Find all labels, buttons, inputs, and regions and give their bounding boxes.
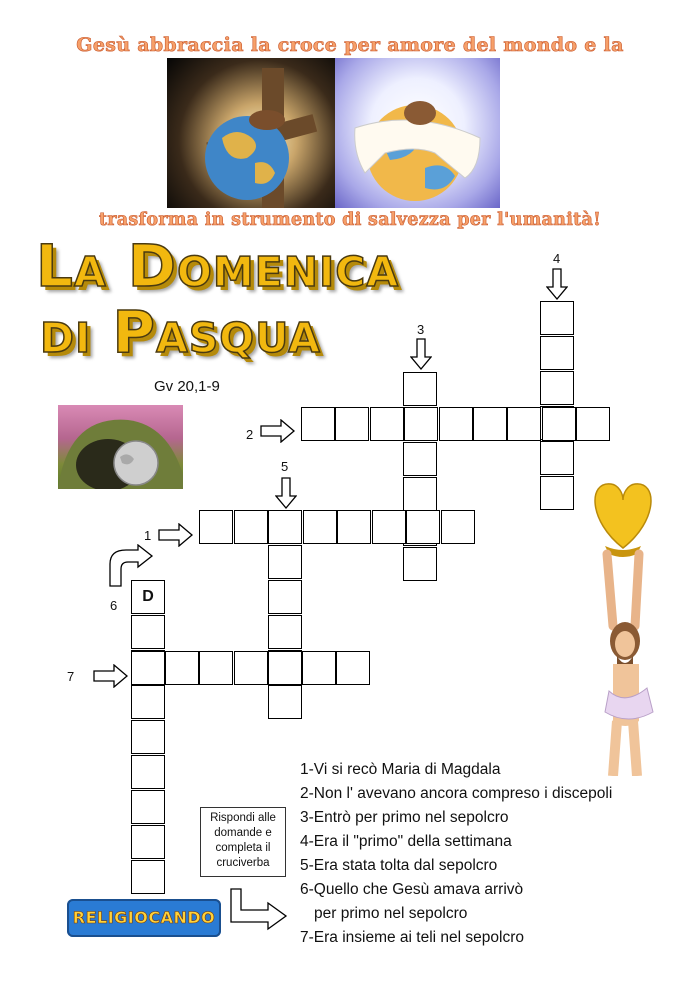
cell-word3-4[interactable] bbox=[403, 477, 437, 511]
clues-list bbox=[300, 758, 612, 950]
clue-number-6: 6 bbox=[110, 598, 118, 613]
cell-word1-1[interactable] bbox=[199, 510, 233, 544]
cell-word1-7[interactable] bbox=[406, 510, 440, 544]
cell-word1-4[interactable] bbox=[303, 510, 337, 544]
globe-hug-icon bbox=[335, 58, 500, 208]
clue-number-4: 4 bbox=[553, 251, 561, 266]
cell-word7-1[interactable] bbox=[131, 651, 165, 685]
cell-word7-4[interactable] bbox=[234, 651, 268, 685]
cell-word2-3[interactable] bbox=[370, 407, 404, 441]
cell-word6-8[interactable] bbox=[131, 825, 165, 859]
instruction-line-1: Rispondi alle bbox=[210, 812, 276, 824]
arrow-down-5-icon bbox=[275, 477, 297, 509]
empty-tomb-image bbox=[58, 405, 183, 489]
cell-word4-1[interactable] bbox=[540, 301, 574, 335]
cell-word2-6[interactable] bbox=[473, 407, 507, 441]
tomb-icon bbox=[58, 405, 183, 489]
cell-word7-3[interactable] bbox=[199, 651, 233, 685]
clue-7: 7-Era insieme ai teli nel sepolcro bbox=[300, 929, 524, 946]
cell-word5-2[interactable] bbox=[268, 545, 302, 579]
clue-6-continued: per primo nel sepolcro bbox=[314, 905, 468, 922]
cell-word7-6[interactable] bbox=[302, 651, 336, 685]
arrow-right-7-icon bbox=[93, 664, 129, 688]
globe-cross-icon bbox=[167, 58, 335, 208]
cell-word2-2[interactable] bbox=[335, 407, 369, 441]
clue-2: 2-Non l' avevano ancora compreso i discepoli bbox=[300, 785, 613, 802]
cell-word1-2[interactable] bbox=[234, 510, 268, 544]
banner-top: Gesù abbraccia la croce per amore del mondo e la bbox=[76, 34, 624, 56]
arrow-right-2-icon bbox=[260, 419, 296, 443]
cell-word5-4[interactable] bbox=[268, 615, 302, 649]
instruction-box bbox=[200, 807, 286, 877]
jesus-cross-globe-image bbox=[167, 58, 335, 208]
cell-word1-6[interactable] bbox=[372, 510, 406, 544]
cell-word4-3[interactable] bbox=[540, 371, 574, 405]
cell-word7-5[interactable] bbox=[268, 651, 302, 685]
jesus-hug-globe-image bbox=[335, 58, 500, 208]
bent-arrow-icon bbox=[228, 888, 290, 932]
instruction-line-3: completa il bbox=[215, 842, 271, 854]
cell-word2-5[interactable] bbox=[439, 407, 473, 441]
clue-4: 4-Era il "primo" della settimana bbox=[300, 833, 512, 850]
instruction-line-2: domande e bbox=[214, 827, 272, 839]
arrow-down-3-icon bbox=[410, 338, 432, 370]
cell-word1-8[interactable] bbox=[441, 510, 475, 544]
jesus-heart-image bbox=[583, 476, 663, 776]
cell-word6-9[interactable] bbox=[131, 860, 165, 894]
cell-word4-6[interactable] bbox=[540, 476, 574, 510]
cell-word2-1[interactable] bbox=[301, 407, 335, 441]
clue-number-2: 2 bbox=[246, 427, 254, 442]
cell-word6-2[interactable] bbox=[131, 615, 165, 649]
clue-1: 1-Vi si recò Maria di Magdala bbox=[300, 761, 501, 778]
cell-word1-5[interactable] bbox=[337, 510, 371, 544]
cell-word2-9[interactable] bbox=[576, 407, 610, 441]
arrow-right-1-icon bbox=[158, 523, 194, 547]
cell-word5-3[interactable] bbox=[268, 580, 302, 614]
cell-word3-1[interactable] bbox=[403, 372, 437, 406]
cell-word6-6[interactable] bbox=[131, 755, 165, 789]
banner-bottom: trasforma in strumento di salvezza per l'umanità! bbox=[98, 210, 602, 230]
clue-number-1: 1 bbox=[144, 528, 152, 543]
cell-word7-7[interactable] bbox=[336, 651, 370, 685]
clue-5: 5-Era stata tolta dal sepolcro bbox=[300, 857, 498, 874]
clue-number-7: 7 bbox=[67, 669, 75, 684]
clue-3: 3-Entrò per primo nel sepolcro bbox=[300, 809, 509, 826]
religiocando-logo bbox=[67, 899, 221, 937]
clue-6: 6-Quello che Gesù amava arrivò bbox=[300, 881, 524, 898]
cell-word5-6[interactable] bbox=[268, 685, 302, 719]
cell-word5-1[interactable] bbox=[268, 510, 302, 544]
cell-word6-1-prefilled[interactable]: D bbox=[131, 580, 165, 614]
clue-number-5: 5 bbox=[281, 459, 289, 474]
jesus-holding-heart-icon bbox=[583, 476, 663, 776]
cell-word2-4[interactable] bbox=[404, 407, 438, 441]
cell-word6-7[interactable] bbox=[131, 790, 165, 824]
cell-word7-2[interactable] bbox=[165, 651, 199, 685]
cell-word3-6[interactable] bbox=[403, 547, 437, 581]
arrow-down-4-icon bbox=[546, 268, 568, 300]
cell-word6-5[interactable] bbox=[131, 720, 165, 754]
cell-word3-3[interactable] bbox=[403, 442, 437, 476]
logo-text: RELIGIOCANDO bbox=[72, 908, 216, 927]
cell-word2-7[interactable] bbox=[507, 407, 541, 441]
title-line-1: La Domenica bbox=[36, 232, 400, 300]
clue-number-3: 3 bbox=[417, 322, 425, 337]
cell-word4-2[interactable] bbox=[540, 336, 574, 370]
cell-word2-8[interactable] bbox=[542, 407, 576, 441]
gospel-reference: Gv 20,1-9 bbox=[154, 378, 220, 395]
cell-word4-5[interactable] bbox=[540, 441, 574, 475]
title-line-2: di Pasqua bbox=[40, 298, 321, 366]
cell-word6-4[interactable] bbox=[131, 685, 165, 719]
instruction-line-4: cruciverba bbox=[216, 857, 270, 869]
